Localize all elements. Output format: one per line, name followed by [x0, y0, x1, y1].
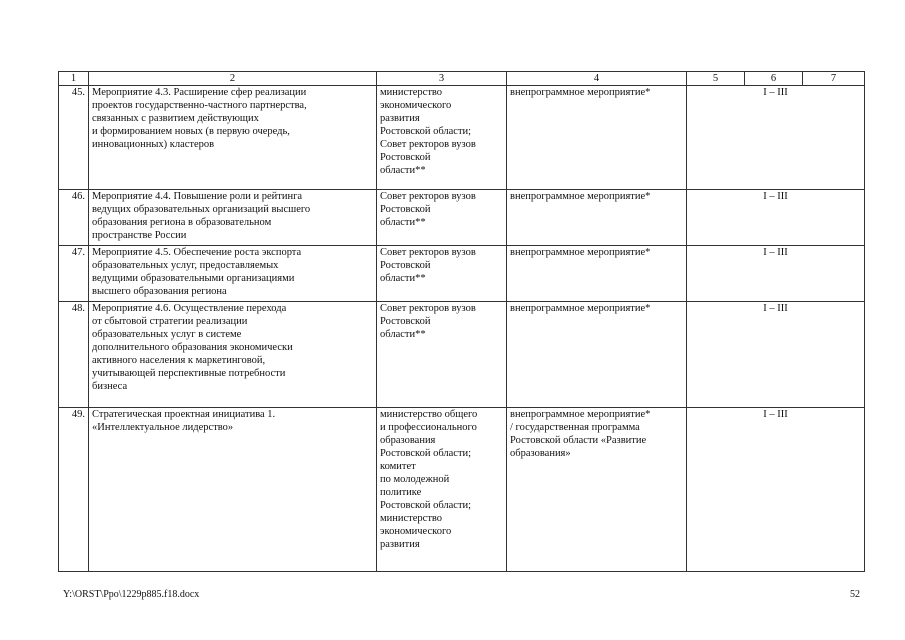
- funding-source-cell: внепрограммное мероприятие*: [507, 86, 687, 190]
- table-row: [59, 86, 865, 190]
- period-cell: I – III: [687, 86, 865, 190]
- activity-cell: Мероприятие 4.6. Осуществление перехода от сбытовой стратегии реализации образовательных услуг в системе дополнительного образования экономически активного населения к маркетинговой, учитывающей перспективные потребности бизнеса: [89, 302, 377, 408]
- row-number: 46.: [59, 190, 89, 246]
- executor-cell: министерство общего и профессионального образования Ростовской области; комитет по молодежной политике Ростовской области; министерство экономического развития: [377, 408, 507, 572]
- activity-cell: Стратегическая проектная инициатива 1. «Интеллектуальное лидерство»: [89, 408, 377, 572]
- executor-cell: министерство экономического развития Ростовской области; Совет ректоров вузов Ростовской области**: [377, 86, 507, 190]
- executor-cell: Совет ректоров вузов Ростовской области**: [377, 190, 507, 246]
- table-row: [59, 190, 865, 246]
- period-cell: I – III: [687, 408, 865, 572]
- header-col-7: 7: [803, 72, 865, 86]
- measures-table: [58, 71, 865, 572]
- activity-cell: Мероприятие 4.3. Расширение сфер реализации проектов государственно-частного партнерства, связанных с развитием действующих и формированием новых (в первую очередь, инновационных) кластеров: [89, 86, 377, 190]
- executor-cell: Совет ректоров вузов Ростовской области**: [377, 246, 507, 302]
- header-col-1: 1: [59, 72, 89, 86]
- header-col-6: 6: [745, 72, 803, 86]
- funding-source-cell: внепрограммное мероприятие* / государственная программа Ростовской области «Развитие образования»: [507, 408, 687, 572]
- period-cell: I – III: [687, 190, 865, 246]
- funding-source-cell: внепрограммное мероприятие*: [507, 190, 687, 246]
- funding-source-cell: внепрограммное мероприятие*: [507, 302, 687, 408]
- row-number: 49.: [59, 408, 89, 572]
- page-number: 52: [850, 589, 860, 600]
- row-number: 45.: [59, 86, 89, 190]
- period-cell: I – III: [687, 246, 865, 302]
- table-header-row: [59, 72, 865, 86]
- funding-source-cell: внепрограммное мероприятие*: [507, 246, 687, 302]
- footer-file-path: Y:\ORST\Ppo\1229p885.f18.docx: [63, 589, 200, 600]
- activity-cell: Мероприятие 4.4. Повышение роли и рейтинга ведущих образовательных организаций высшего образования региона в образовательном пространстве России: [89, 190, 377, 246]
- table-row: [59, 302, 865, 408]
- activity-cell: Мероприятие 4.5. Обеспечение роста экспорта образовательных услуг, предоставляемых ведущими образовательными организациями высшего образования региона: [89, 246, 377, 302]
- table-row: [59, 408, 865, 572]
- header-col-3: 3: [377, 72, 507, 86]
- row-number: 47.: [59, 246, 89, 302]
- header-col-5: 5: [687, 72, 745, 86]
- row-number: 48.: [59, 302, 89, 408]
- header-col-2: 2: [89, 72, 377, 86]
- header-col-4: 4: [507, 72, 687, 86]
- period-cell: I – III: [687, 302, 865, 408]
- table-row: [59, 246, 865, 302]
- executor-cell: Совет ректоров вузов Ростовской области**: [377, 302, 507, 408]
